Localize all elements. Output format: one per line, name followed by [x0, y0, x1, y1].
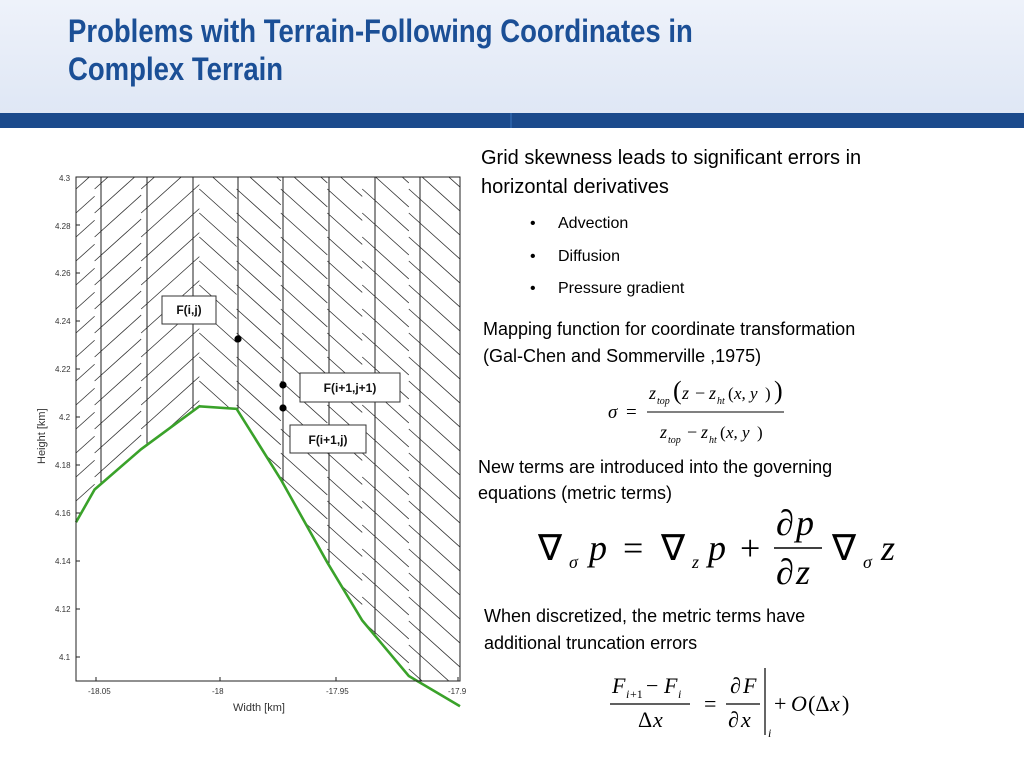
svg-text:): ) — [842, 691, 850, 716]
coordinate-surface — [409, 501, 460, 547]
coordinate-surface — [76, 364, 95, 381]
y-tick-label: 4.22 — [55, 365, 71, 374]
svg-text:ht: ht — [717, 396, 725, 407]
coordinate-surface — [409, 549, 460, 595]
coordinate-surface — [362, 189, 409, 231]
coordinate-surface — [237, 381, 281, 421]
coordinate-surface — [409, 381, 460, 427]
intro-line-2: horizontal derivatives — [481, 176, 669, 198]
coordinate-surface — [141, 162, 199, 189]
svg-text:(: ( — [720, 423, 726, 442]
intro-text — [481, 144, 1001, 202]
coordinate-surface — [281, 309, 328, 351]
coordinate-surface — [141, 162, 199, 165]
coordinate-surface — [409, 621, 460, 667]
coordinate-surface — [281, 285, 328, 327]
svg-text:z: z — [881, 528, 896, 568]
svg-text:top: top — [657, 396, 670, 407]
title-line-1: Problems with Terrain-Following Coordinates in — [68, 13, 693, 49]
svg-text:−: − — [687, 422, 698, 442]
svg-text:∇: ∇ — [538, 528, 563, 568]
coordinate-surface — [141, 329, 199, 381]
mapping-line-2: (Gal-Chen and Sommerville ,1975) — [483, 346, 762, 366]
coordinate-surface — [362, 525, 409, 567]
svg-text:z: z — [709, 383, 717, 403]
y-axis-label: Height [km] — [36, 408, 48, 464]
coordinate-surface — [199, 357, 236, 391]
coordinate-surface — [237, 357, 281, 397]
y-tick-label: 4.28 — [55, 222, 71, 231]
svg-text:σ: σ — [863, 552, 872, 572]
coordinate-surface — [362, 429, 409, 471]
coordinate-surface — [327, 162, 362, 172]
svg-text:p: p — [589, 528, 607, 568]
coordinate-surface — [199, 189, 236, 223]
coordinate-surface — [327, 165, 362, 196]
coordinate-surface — [362, 477, 409, 519]
svg-text:z: z — [692, 552, 700, 572]
svg-text:=: = — [623, 528, 644, 568]
coordinate-surface — [95, 291, 142, 333]
y-tick-label: 4.2 — [59, 413, 71, 422]
y-tick-label: 4.3 — [59, 174, 71, 183]
coordinate-surface — [362, 309, 409, 351]
coordinate-surface — [95, 162, 142, 189]
svg-text:top: top — [668, 435, 681, 446]
coordinate-surface — [237, 162, 281, 181]
svg-text:O: O — [791, 691, 807, 716]
coordinate-surface — [76, 244, 95, 261]
grid-lines — [76, 162, 460, 722]
svg-text:+: + — [740, 528, 761, 568]
coordinate-surface — [362, 549, 409, 591]
coordinate-surface — [327, 261, 362, 292]
coordinate-surface — [95, 195, 142, 237]
svg-text:i: i — [678, 687, 682, 701]
coordinate-surface — [95, 267, 142, 309]
coordinate-surface — [362, 333, 409, 375]
x-tick-label: -17.95 — [326, 687, 349, 696]
svg-text:z: z — [682, 383, 690, 403]
svg-text:−: − — [646, 673, 659, 698]
coordinate-surface — [409, 189, 460, 235]
coordinate-surface — [281, 165, 328, 207]
discretized-line-1: When discretized, the metric terms have — [484, 606, 806, 626]
coordinate-surface — [141, 185, 199, 237]
coordinate-surface — [409, 405, 460, 451]
svg-text:Δ: Δ — [638, 707, 653, 732]
coordinate-surface — [237, 213, 281, 253]
coordinate-surface — [76, 460, 95, 477]
svg-text:ht: ht — [709, 435, 717, 446]
header-rule-divider — [510, 113, 512, 128]
coordinate-surface — [199, 162, 236, 175]
svg-text:F: F — [664, 673, 678, 698]
coordinate-surface — [327, 333, 362, 364]
svg-text:): ) — [774, 376, 783, 405]
bullet-label: Diffusion — [558, 247, 620, 265]
coordinate-surface — [327, 213, 362, 244]
label-fij: F(i,j) — [176, 303, 202, 317]
svg-text:z: z — [649, 383, 657, 403]
coordinate-surface — [199, 213, 236, 247]
grid-point-i1j — [279, 404, 286, 411]
svg-text:p: p — [796, 503, 814, 543]
coordinate-surface — [237, 309, 281, 349]
coordinate-surface — [409, 285, 460, 331]
svg-text:F: F — [612, 673, 626, 698]
coordinate-surface — [409, 162, 460, 187]
coordinate-surface — [327, 237, 362, 268]
svg-text:): ) — [757, 423, 763, 442]
list-item — [530, 241, 684, 274]
svg-text:+: + — [774, 691, 787, 716]
metric-line-2: equations (metric terms) — [478, 483, 673, 503]
y-tick-label: 4.12 — [55, 605, 71, 614]
grid-point-i1j1 — [279, 381, 286, 388]
svg-text:i: i — [768, 726, 772, 740]
coordinate-surface — [95, 315, 142, 357]
svg-text:∇: ∇ — [832, 528, 857, 568]
coordinate-surface — [141, 233, 199, 285]
list-item — [530, 208, 684, 241]
coordinate-surface — [76, 196, 95, 213]
coordinate-surface — [76, 412, 95, 429]
coordinate-surface — [327, 309, 362, 340]
truncation-error-equation — [600, 665, 880, 745]
coordinate-surface — [362, 261, 409, 303]
y-tick-label: 4.1 — [59, 653, 71, 662]
intro-line-1: Grid skewness leads to significant errors in — [481, 147, 862, 169]
coordinate-surface — [362, 213, 409, 255]
coordinate-surface — [199, 333, 236, 367]
svg-text:z: z — [660, 422, 668, 442]
coordinate-surface — [237, 333, 281, 373]
coordinate-surface — [76, 436, 95, 453]
coordinate-surface — [409, 165, 460, 211]
coordinate-surface — [237, 237, 281, 277]
discretized-text — [484, 603, 1004, 657]
svg-text:∇: ∇ — [661, 528, 686, 568]
coordinate-surface — [281, 333, 328, 375]
coordinate-surface — [362, 405, 409, 447]
svg-text:=: = — [626, 402, 637, 423]
terrain-ground — [76, 406, 460, 706]
x-tick-label: -17.9 — [448, 687, 467, 696]
svg-text:x: x — [741, 707, 751, 732]
svg-text:F: F — [743, 673, 757, 698]
title-line-2: Complex Terrain — [68, 51, 284, 87]
coordinate-surface — [409, 477, 460, 523]
coordinate-surface — [327, 453, 362, 484]
metric-terms-text — [478, 454, 998, 506]
sigma-mapping-equation — [606, 374, 796, 450]
y-tick-label: 4.24 — [55, 317, 71, 326]
coordinate-surface — [327, 189, 362, 220]
y-tick-label: 4.16 — [55, 509, 71, 518]
x-tick-label: -18 — [212, 687, 224, 696]
svg-text:∂: ∂ — [776, 552, 794, 592]
coordinate-surface — [409, 645, 460, 691]
label-fi1j1: F(i+1,j+1) — [323, 381, 377, 395]
coordinate-surface — [362, 165, 409, 207]
coordinate-surface — [95, 411, 142, 453]
coordinate-surface — [327, 525, 362, 556]
pressure-gradient-equation — [538, 502, 908, 597]
coordinate-surface — [409, 237, 460, 283]
coordinate-surface — [76, 292, 95, 309]
slide-title — [68, 12, 756, 88]
coordinate-surface — [95, 387, 142, 429]
svg-text:x, y: x, y — [734, 384, 758, 403]
svg-text:σ: σ — [608, 402, 618, 423]
coordinate-surface — [281, 237, 328, 279]
coordinate-surface — [141, 209, 199, 261]
coordinate-surface — [327, 285, 362, 316]
terrain-grid-figure — [26, 162, 476, 722]
coordinate-surface — [362, 285, 409, 327]
coordinate-surface — [362, 573, 409, 615]
coordinate-surface — [409, 357, 460, 403]
coordinate-surface — [409, 597, 460, 643]
svg-text:p: p — [708, 528, 726, 568]
svg-text:−: − — [695, 383, 706, 403]
bullet-label: Pressure gradient — [558, 280, 685, 297]
bullet-label: Advection — [558, 215, 629, 232]
coordinate-surface — [409, 693, 460, 722]
svg-text:(Δ: (Δ — [808, 691, 830, 716]
coordinate-surface — [95, 162, 142, 165]
coordinate-surface — [362, 237, 409, 279]
coordinate-surface — [409, 429, 460, 475]
coordinate-surface — [409, 333, 460, 379]
x-axis-label: Width [km] — [233, 702, 285, 714]
svg-text:σ: σ — [569, 552, 578, 572]
coordinate-surface — [95, 339, 142, 381]
coordinate-surface — [95, 219, 142, 261]
y-tick-label: 4.14 — [55, 557, 71, 566]
coordinate-surface — [327, 477, 362, 508]
coordinate-surface — [362, 162, 409, 183]
svg-text:): ) — [765, 384, 771, 403]
coordinate-surface — [409, 309, 460, 355]
y-tick-label: 4.18 — [55, 461, 71, 470]
svg-text:+1: +1 — [630, 687, 643, 701]
bullet-dot-icon: • — [530, 215, 536, 232]
coordinate-surface — [141, 353, 199, 405]
svg-text:=: = — [704, 691, 717, 716]
coordinate-surface — [409, 453, 460, 499]
coordinate-surface — [362, 453, 409, 495]
coordinate-surface — [76, 172, 95, 189]
coordinate-surface — [281, 189, 328, 231]
coordinate-surface — [237, 189, 281, 229]
svg-text:(: ( — [673, 376, 682, 405]
svg-text:∂: ∂ — [776, 503, 794, 543]
x-tick-label: -18.05 — [88, 687, 111, 696]
coordinate-surface — [199, 165, 236, 199]
mapping-text — [483, 316, 1003, 370]
coordinate-surface — [362, 501, 409, 543]
header-rule — [0, 113, 1024, 128]
coordinate-surface — [281, 213, 328, 255]
coordinate-surface — [281, 453, 328, 495]
coordinate-surface — [95, 243, 142, 285]
coordinate-surface — [409, 261, 460, 307]
coordinate-surface — [409, 213, 460, 259]
coordinate-surface — [327, 501, 362, 532]
bullet-dot-icon: • — [530, 247, 536, 265]
coordinate-surface — [199, 261, 236, 295]
coordinate-surface — [199, 237, 236, 271]
coordinate-surface — [237, 285, 281, 325]
coordinate-surface — [76, 220, 95, 237]
coordinate-surface — [281, 162, 328, 183]
coordinate-surface — [95, 363, 142, 405]
label-fi1j: F(i+1,j) — [308, 433, 348, 447]
svg-text:x: x — [830, 691, 840, 716]
coordinate-surface — [76, 162, 95, 165]
coordinate-surface — [141, 162, 199, 213]
mapping-line-1: Mapping function for coordinate transformation — [483, 319, 856, 339]
coordinate-surface — [76, 388, 95, 405]
bullet-dot-icon: • — [530, 280, 536, 297]
y-tick-label: 4.26 — [55, 269, 71, 278]
coordinate-surface — [409, 573, 460, 619]
metric-line-1: New terms are introduced into the governing — [478, 457, 833, 477]
coordinate-surface — [76, 316, 95, 333]
svg-text:x, y: x, y — [726, 423, 750, 442]
svg-text:∂: ∂ — [730, 673, 741, 698]
discretized-line-2: additional truncation errors — [484, 633, 698, 653]
coordinate-surface — [281, 261, 328, 303]
coordinate-surface — [76, 340, 95, 357]
svg-text:z: z — [701, 422, 709, 442]
coordinate-surface — [76, 268, 95, 285]
bullet-list — [530, 208, 684, 306]
coordinate-surface — [237, 261, 281, 301]
svg-text:x: x — [653, 707, 663, 732]
coordinate-surface — [409, 162, 460, 163]
svg-text:∂: ∂ — [728, 707, 739, 732]
coordinate-surface — [237, 165, 281, 205]
list-item — [530, 273, 684, 306]
svg-text:(: ( — [728, 384, 734, 403]
svg-text:z: z — [796, 552, 811, 592]
svg-text:i: i — [626, 687, 630, 701]
coordinate-surface — [409, 525, 460, 571]
grid-point-ij — [234, 335, 241, 342]
